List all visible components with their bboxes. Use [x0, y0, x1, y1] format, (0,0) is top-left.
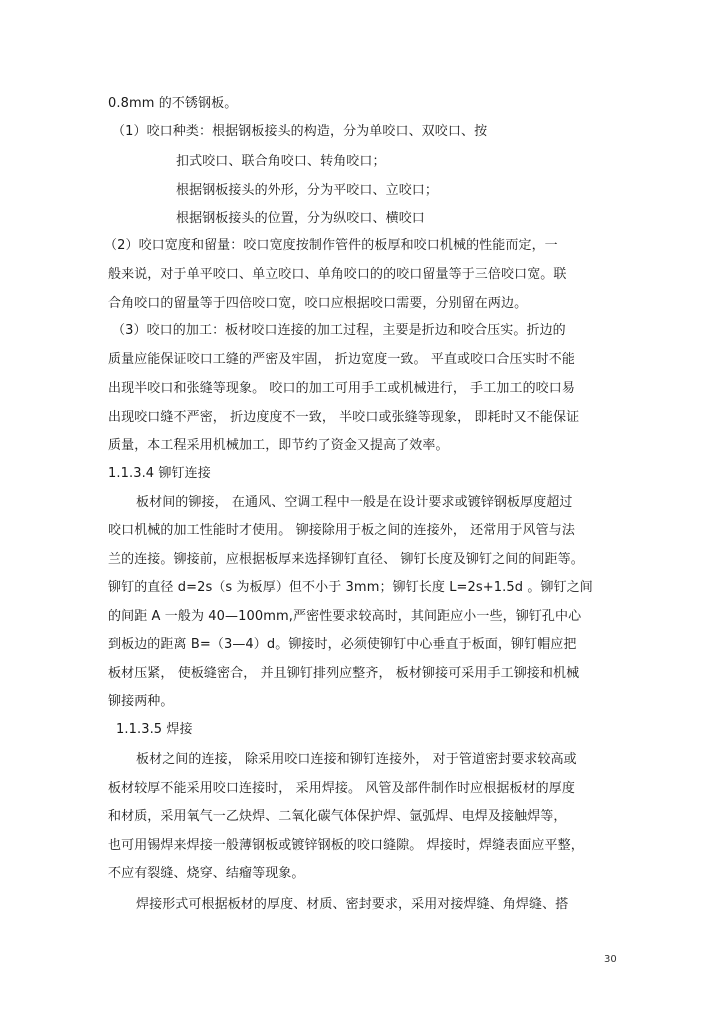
text-line-rivet-3: 兰的连接。铆接前，应根据板厚来选择铆钉直径、 铆钉长度及铆钉之间的间距等。	[108, 552, 584, 567]
text-line-seam-processing-2: 质量应能保证咬口工缝的严密及牢固， 折边宽度一致。 平直或咬口合压实时不能	[108, 352, 575, 367]
text-line-welding-4: 也可用锡焊来焊接一般薄钢板或镀锌钢板的咬口缝隙。 焊接时，焊缝表面应平整，	[108, 838, 584, 853]
page-number: 30	[604, 954, 617, 965]
section-heading-welding: 1.1.3.5 焊接	[116, 722, 193, 737]
text-line-material-thickness: 0.8mm 的不锈钢板。	[108, 96, 238, 111]
text-line-rivet-6: 到板边的距离 B=（3—4）d。铆接时，必须使铆钉中心垂直于板面，铆钉帽应把	[108, 637, 577, 652]
text-line-seam-processing-4: 出现咬口缝不严密， 折边度度不一致， 半咬口或张缝等现象， 即耗时又不能保证	[108, 410, 580, 425]
text-line-welding-5: 不应有裂缝、烧穿、结瘤等现象。	[108, 866, 305, 881]
text-line-rivet-4: 铆钉的直径 d=2s（s 为板厚）但不小于 3mm；铆钉长度 L=2s+1.5d 。铆钉之间	[108, 580, 593, 595]
text-line-seam-width-2: 般来说，对于单平咬口、单立咬口、单角咬口的的咬口留量等于三倍咬口宽。联	[108, 267, 567, 282]
text-line-seam-types-buckle: 扣式咬口、联合角咬口、转角咬口；	[176, 154, 386, 169]
text-line-welding-2: 板材较厚不能采用咬口连接时， 采用焊接。 风管及部件制作时应根据板材的厚度	[108, 781, 575, 796]
text-line-rivet-7: 板材压紧， 使板缝密合， 并且铆钉排列应整齐， 板材铆接可采用手工铆接和机械	[108, 666, 580, 681]
text-line-rivet-2: 咬口机械的加工性能时才使用。 铆接除用于板之间的连接外， 还常用于风管与法	[108, 523, 575, 538]
text-line-welding-form: 焊接形式可根据板材的厚度、材质、密封要求，采用对接焊缝、角焊缝、搭	[136, 897, 569, 912]
text-line-seam-width-3: 合角咬口的留量等于四倍咬口宽，咬口应根据咬口需要，分别留在两边。	[108, 296, 528, 311]
text-line-welding-1: 板材之间的连接， 除采用咬口连接和铆钉连接外， 对于管道密封要求较高或	[136, 752, 577, 767]
text-line-rivet-5: 的间距 A 一般为 40—100mm,严密性要求较高时，其间距应小一些，铆钉孔中心	[108, 609, 582, 624]
text-line-seam-types-position: 根据钢板接头的位置，分为纵咬口、横咬口	[176, 211, 425, 226]
text-line-seam-types-shape: 根据钢板接头的外形，分为平咬口、立咬口；	[176, 183, 439, 198]
text-line-seam-types-heading: （1）咬口种类：根据钢板接头的构造，分为单咬口、双咬口、按	[112, 124, 488, 139]
text-line-welding-3: 和材质，采用氧气一乙炔焊、二氧化碳气体保护焊、氩弧焊、电焊及接触焊等，	[108, 809, 567, 824]
text-line-seam-width-heading: （2）咬口宽度和留量：咬口宽度按制作管件的板厚和咬口机械的性能而定，一	[104, 238, 558, 253]
text-line-seam-processing-5: 质量，本工程采用机械加工，即节约了资金又提高了效率。	[108, 438, 449, 453]
section-heading-rivet-connection: 1.1.3.4 铆钉连接	[108, 466, 211, 481]
text-line-seam-processing-3: 出现半咬口和张缝等现象。 咬口的加工可用手工或机械进行， 手工加工的咬口易	[108, 381, 575, 396]
text-line-seam-processing-heading: （3）咬口的加工：板材咬口连接的加工过程，主要是折边和咬合压实。折边的	[112, 323, 566, 338]
text-line-rivet-1: 板材间的铆接， 在通风、空调工程中一般是在设计要求或镀锌钢板厚度超过	[136, 495, 573, 510]
text-line-rivet-8: 铆接两种。	[108, 694, 174, 709]
